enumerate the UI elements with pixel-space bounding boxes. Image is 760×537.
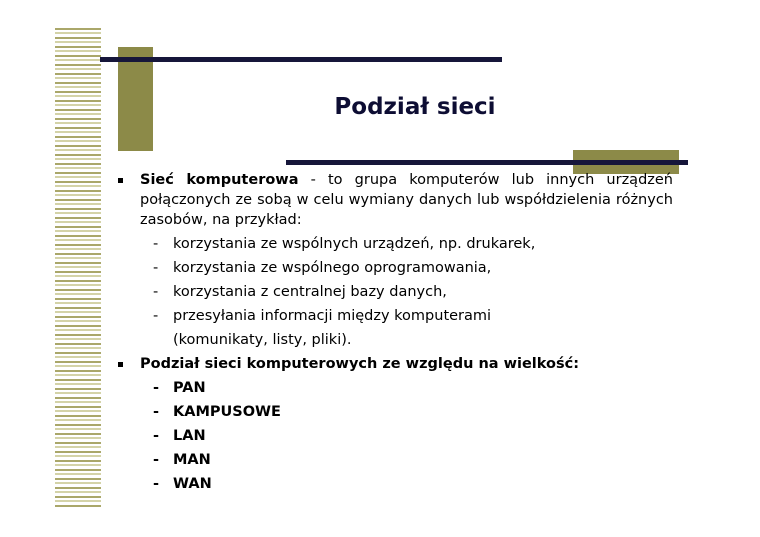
dash-icon: - bbox=[153, 452, 160, 468]
list-item-text: WAN bbox=[173, 476, 212, 492]
dash-icon: - bbox=[153, 476, 160, 492]
decorative-rule-middle bbox=[286, 160, 688, 165]
list-item bbox=[118, 306, 673, 326]
bullet-square-icon bbox=[118, 362, 123, 367]
list-item bbox=[118, 426, 673, 446]
slide-title: Podział sieci bbox=[334, 94, 496, 120]
term-network: Sieć komputerowa bbox=[140, 172, 299, 188]
slide-content bbox=[118, 170, 673, 494]
list-item-text: korzystania z centralnej bazy danych, bbox=[173, 284, 447, 300]
list-item-text: KAMPUSOWE bbox=[173, 404, 281, 420]
dash-icon: - bbox=[153, 404, 160, 420]
decorative-stripes bbox=[55, 28, 101, 508]
list-item-text: PAN bbox=[173, 380, 206, 396]
list-item-text: korzystania ze wspólnych urządzeń, np. drukarek, bbox=[173, 236, 536, 252]
list-item-text: MAN bbox=[173, 452, 211, 468]
dash-icon: - bbox=[153, 428, 160, 444]
definition-body: - to grupa komputerów lub innych urządzeń połączonych ze sobą w celu wymiany danych lub współdzielenia różnych zasobów, na przykład: bbox=[140, 172, 673, 228]
list-item bbox=[118, 282, 673, 302]
definition-text bbox=[140, 170, 673, 230]
decorative-rule-top bbox=[100, 57, 502, 62]
list-item bbox=[118, 450, 673, 470]
list-item bbox=[118, 474, 673, 494]
dash-icon: - bbox=[153, 284, 159, 300]
list-item-text: korzystania ze wspólnego oprogramowania, bbox=[173, 260, 492, 276]
list-item bbox=[118, 234, 673, 254]
dash-icon: - bbox=[153, 308, 159, 324]
list-item-continuation: (komunikaty, listy, pliki). bbox=[173, 332, 352, 348]
dash-icon: - bbox=[153, 380, 160, 396]
list-item bbox=[118, 402, 673, 422]
list-item-text: przesyłania informacji między komputerami bbox=[173, 308, 492, 324]
dash-icon: - bbox=[153, 260, 159, 276]
sizes-heading: Podział sieci komputerowych ze względu na wielkość: bbox=[140, 356, 580, 372]
bullet-network-definition bbox=[118, 170, 673, 230]
list-item bbox=[118, 378, 673, 398]
dash-icon: - bbox=[153, 236, 159, 252]
decorative-olive-block-left bbox=[118, 47, 153, 151]
bullet-network-sizes bbox=[118, 354, 673, 374]
network-size-list bbox=[118, 378, 673, 494]
list-item-text: LAN bbox=[173, 428, 206, 444]
list-item bbox=[118, 258, 673, 278]
bullet-square-icon bbox=[118, 178, 123, 183]
